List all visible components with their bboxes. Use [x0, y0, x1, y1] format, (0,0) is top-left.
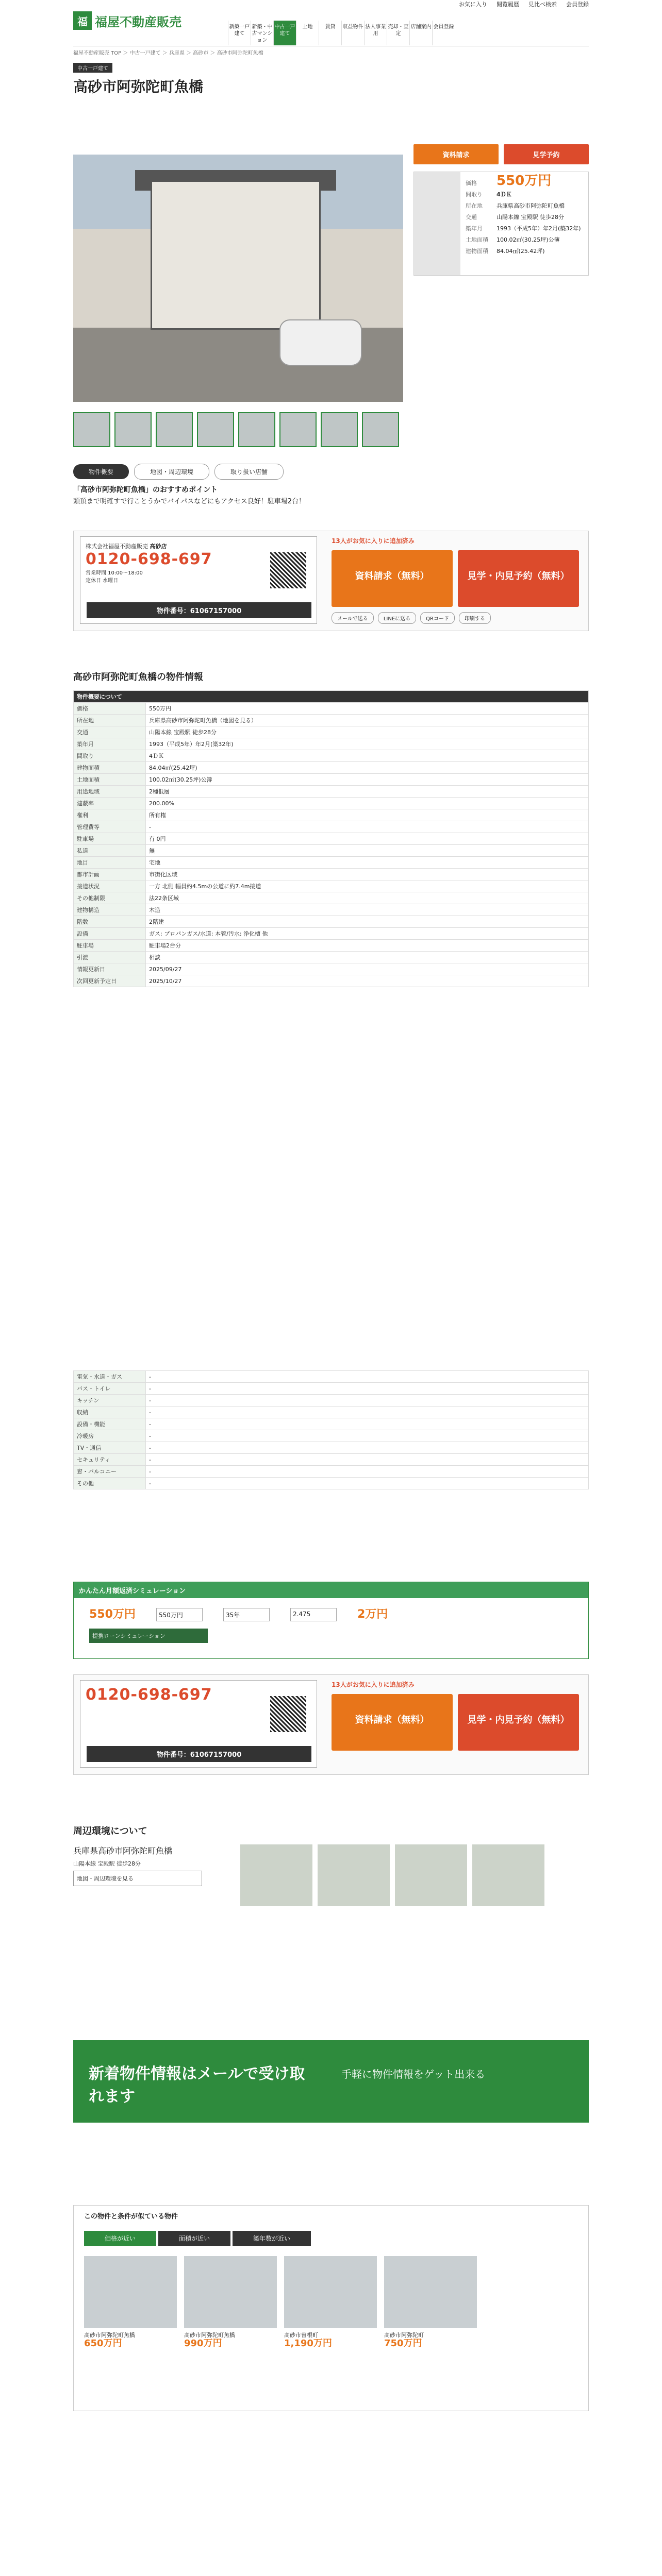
spec-row: 階数 2階建 — [74, 916, 589, 928]
equip-row: その他 - — [74, 1478, 589, 1489]
contact-box-2: 0120-698-697 物件番号：61067157000 13人がお気に入りに追加済み 資料請求（無料） 見学・内見予約（無料） — [73, 1674, 589, 1775]
recommend-point: 「高砂市阿弥陀町魚橋」のおすすめポイント 頭頂まで明確すで行ことうかでバイパスなどにもアクセス良好！駐車場2台！ — [73, 486, 306, 505]
spec-row: 築年月 1993（平成5年）年2月(築32年) — [74, 738, 589, 750]
loan-sim-button[interactable]: 提携ローンシミュレーション — [89, 1629, 208, 1643]
nav-used-house[interactable]: 中古一戸建て — [273, 21, 296, 45]
spec-row: 私道 無 — [74, 845, 589, 857]
thumbnail[interactable] — [238, 412, 275, 447]
spec-row: 土地面積 100.02㎡(30.25坪)公簿 — [74, 774, 589, 786]
nav-new-house[interactable]: 新築一戸建て — [228, 21, 251, 45]
sim-price: 550万円 — [89, 1608, 136, 1621]
fav-count: 13人がお気に入りに追加済み — [332, 537, 415, 545]
built: 1993（平成5年）年2月(築32年) — [496, 225, 581, 232]
spec-row: 建蔽率 200.00% — [74, 798, 589, 809]
thumbnail[interactable] — [73, 412, 110, 447]
spec-heading: 高砂市阿弥陀町魚橋の物件情報 — [73, 672, 203, 683]
spec-row: 交通 山陽本線 宝殿駅 徒歩28分 — [74, 726, 589, 738]
line-button[interactable]: LINEに送る — [378, 612, 416, 624]
tab-shop[interactable]: 取り扱い店舗 — [214, 464, 284, 480]
price: 550万円 — [496, 173, 552, 189]
down-payment-input[interactable]: 550万円 — [156, 1608, 203, 1621]
tab-age[interactable]: 築年数が近い — [233, 2231, 311, 2246]
thumbnail[interactable] — [156, 412, 193, 447]
request-big-button[interactable]: 資料請求（無料） — [332, 550, 453, 607]
spec-row: 情報更新日 2025/09/27 — [74, 963, 589, 975]
equip-table — [73, 1370, 589, 1489]
spec-row: 駐車場 駐車場2台分 — [74, 940, 589, 952]
spec-row: 建物面積 84.04㎡(25.42坪) — [74, 762, 589, 774]
equip-row: キッチン - — [74, 1395, 589, 1406]
visit-button[interactable]: 見学予約 — [504, 144, 589, 164]
sim-result: 2万円 — [357, 1608, 388, 1621]
property-card[interactable]: 高砂市曽根町 1,190万円 — [284, 2256, 377, 2348]
rate-input[interactable]: 2.475 — [290, 1608, 337, 1621]
tel-number[interactable]: 0120-698-697 — [86, 550, 212, 568]
loan-simulator: かんたん月額返済シミュレーション 550万円 550万円 35年 2.475 2万円 提携ローンシミュレーション — [73, 1582, 589, 1659]
property-card[interactable]: 高砂市阿弥陀町魚橋 990万円 — [184, 2256, 277, 2348]
nav-land[interactable]: 土地 — [296, 21, 319, 45]
nav-rent[interactable]: 賃貸 — [319, 21, 341, 45]
around-section: 兵庫県高砂市阿弥陀町魚橋 山陽本線 宝殿駅 徒歩28分 地図・周辺環境を見る — [73, 1844, 589, 1932]
main-nav — [228, 21, 455, 45]
traffic: 山陽本線 宝殿駅 徒歩28分 — [496, 214, 564, 221]
place-photo[interactable] — [472, 1844, 544, 1906]
equip-row: 設備・機能 - — [74, 1418, 589, 1430]
equip-row: 窓・バルコニー - — [74, 1466, 589, 1478]
car-image — [279, 319, 362, 366]
spec-row: 建物構造 木造 — [74, 904, 589, 916]
layout: 4ＤＫ — [496, 191, 512, 198]
visit-big-button[interactable]: 見学・内見予約（無料） — [458, 550, 579, 607]
logo[interactable]: 福 福屋不動産販売 — [73, 11, 181, 30]
spec-row: 管理費等 - — [74, 821, 589, 833]
thumb-image — [414, 172, 460, 275]
mail-banner[interactable]: 新着物件情報はメールで受け取れます 手軽に物件情報をゲット出来る — [73, 2040, 589, 2123]
map-button[interactable]: 地図・周辺環境を見る — [73, 1871, 202, 1886]
spec-row: 都市計画 市街化区域 — [74, 869, 589, 880]
top-nav — [459, 0, 589, 8]
property-card[interactable]: 高砂市阿弥陀町 750万円 — [384, 2256, 477, 2348]
breadcrumb[interactable]: 福屋不動産販売 TOP ＞ 中古一戸建て ＞ 兵庫県 ＞ 高砂市 ＞ 高砂市阿弥陀町魚橋 — [73, 50, 263, 56]
thumbnail[interactable] — [321, 412, 358, 447]
tab-area[interactable]: 面積が近い — [158, 2231, 230, 2246]
nav-shops[interactable]: 店舗案内 — [409, 21, 432, 45]
tab-price[interactable]: 価格が近い — [84, 2231, 156, 2246]
spec-table — [73, 690, 589, 987]
spec-row: 駐車場 有 0円 — [74, 833, 589, 845]
spec-row: 所在地 兵庫県高砂市阿弥陀町魚橋（地図を見る） — [74, 715, 589, 726]
equip-row: セキュリティ - — [74, 1454, 589, 1466]
thumbnail-strip — [73, 412, 399, 447]
spec-row: 引渡 相談 — [74, 952, 589, 963]
nav-register[interactable]: 会員登録 — [432, 21, 455, 45]
request-big-button-2[interactable]: 資料請求（無料） — [332, 1694, 453, 1751]
history-link[interactable]: 閲覧履歴 — [496, 1, 519, 8]
property-card[interactable]: 高砂市阿弥陀町魚橋 650万円 — [84, 2256, 177, 2348]
main-photo[interactable] — [73, 155, 403, 402]
spec-row: 用途地域 2種低層 — [74, 786, 589, 798]
equip-row: TV・通信 - — [74, 1442, 589, 1454]
tab-overview[interactable]: 物件概要 — [73, 464, 129, 479]
spec-row: 権利 所有権 — [74, 809, 589, 821]
spec-row: 物件概要について — [74, 691, 589, 703]
building-area: 84.04㎡(25.42坪) — [496, 248, 545, 255]
mail-button[interactable]: メールで送る — [332, 612, 374, 624]
spec-row: 次回更新予定日 2025/10/27 — [74, 975, 589, 987]
favorites-link[interactable]: お気に入り — [459, 1, 487, 8]
equip-row: 収納 - — [74, 1406, 589, 1418]
shop-card: 株式会社福屋不動産販売 高砂店 0120-698-697 営業時間 10:00〜18:00 定休日 水曜日 物件番号：61067157000 — [80, 536, 317, 624]
address: 兵庫県高砂市阿弥陀町魚橋 — [496, 202, 565, 209]
place-photo[interactable] — [240, 1844, 312, 1906]
contact-box — [73, 531, 589, 631]
header — [73, 0, 589, 46]
nav-business[interactable]: 法人事業用 — [364, 21, 387, 45]
years-select[interactable]: 35年 — [223, 1608, 270, 1621]
equip-row: バス・トイレ - — [74, 1383, 589, 1395]
visit-big-button-2[interactable]: 見学・内見予約（無料） — [458, 1694, 579, 1751]
thumbnail[interactable] — [197, 412, 234, 447]
category-badge: 中古一戸建て — [73, 63, 112, 73]
page-title: 高砂市阿弥陀町魚橋 — [73, 78, 204, 95]
tab-map[interactable]: 地図・周辺環境 — [134, 464, 209, 480]
place-photo[interactable] — [395, 1844, 467, 1906]
equip-row: 電気・水道・ガス - — [74, 1371, 589, 1383]
compare-link[interactable]: 見比べ検索 — [528, 1, 557, 8]
property-id: 物件番号：61067157000 — [87, 602, 311, 618]
land-area: 100.02㎡(30.25坪)公簿 — [496, 236, 560, 243]
thumbnail[interactable] — [279, 412, 317, 447]
info-box: 資料請求 見学予約 価格 550万円 間取り 4ＤＫ 所在地 兵庫県高砂市阿弥陀町魚橋 交通 山陽本線 宝殿駅 徒歩28分 築年月 1993（平成5年）年2月(築32年) 土地面積 100.02㎡(30.25坪)公簿 建物面積 84.04㎡(25.42坪) — [413, 144, 589, 392]
spec-row: 接道状況 一方 北側 幅員約4.5mの公道に約7.4m接道 — [74, 880, 589, 892]
nav-investment[interactable]: 収益物件 — [341, 21, 364, 45]
thumbnail[interactable] — [362, 412, 399, 447]
qr-code — [270, 552, 306, 588]
nav-mansion[interactable]: 新築・中古マンション — [251, 21, 273, 45]
request-button[interactable]: 資料請求 — [413, 144, 499, 164]
spec-row: 価格 550万円 — [74, 703, 589, 715]
spec-row: 間取り 4ＤＫ — [74, 750, 589, 762]
similar-properties: この物件と条件が似ている物件 価格が近い 面積が近い 築年数が近い 高砂市阿弥陀町魚橋 650万円 高砂市阿弥陀町魚橋 990万円 高砂市曽根町 1,190万円 高砂市阿弥陀町 750万円 — [73, 2205, 589, 2411]
around-heading: 周辺環境について — [73, 1826, 147, 1837]
spec-row: 設備 ガス: プロパンガス/水道: 本管/汚水: 浄化槽 他 — [74, 928, 589, 940]
thumbnail[interactable] — [114, 412, 152, 447]
qr-button[interactable]: QRコード — [420, 612, 455, 624]
spec-row: その他制限 法22条区域 — [74, 892, 589, 904]
nav-sell[interactable]: 売却・査定 — [387, 21, 409, 45]
spec-row: 地目 宅地 — [74, 857, 589, 869]
equip-row: 冷暖房 - — [74, 1430, 589, 1442]
place-photo[interactable] — [318, 1844, 390, 1906]
print-button[interactable]: 印刷する — [459, 612, 491, 624]
section-tabs — [73, 464, 589, 480]
login-link[interactable]: 会員登録 — [566, 1, 589, 8]
